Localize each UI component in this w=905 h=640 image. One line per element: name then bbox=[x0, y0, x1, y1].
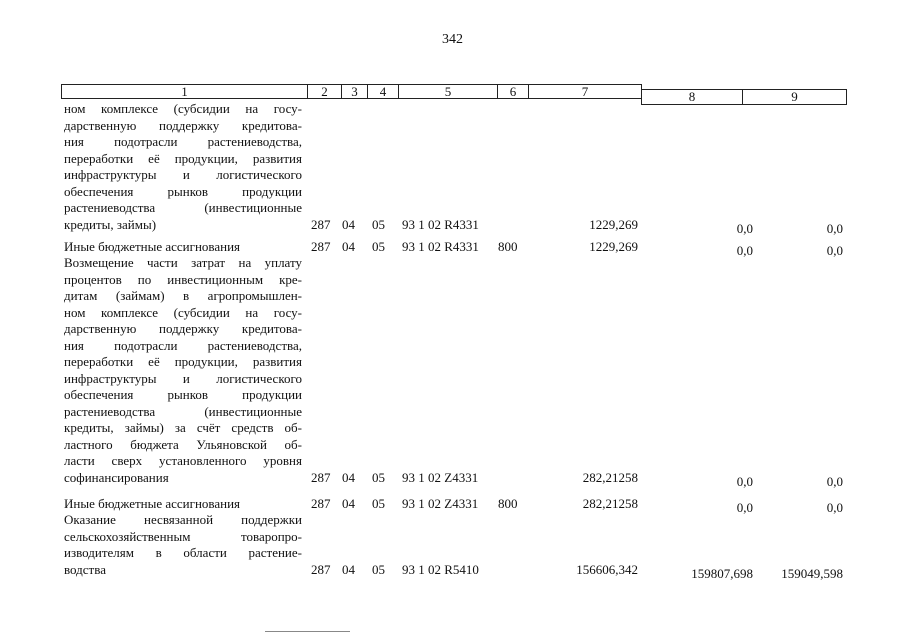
cell-c9: 0,0 bbox=[826, 243, 843, 258]
description-line: растениеводства (инвестиционные bbox=[64, 403, 302, 419]
cell-c4: 05 bbox=[372, 469, 385, 485]
description-line: кредиты, займы) за счёт средств об- bbox=[64, 420, 302, 435]
description-line: дитам (займам) в агропромышлен- bbox=[64, 288, 302, 303]
row-description bbox=[64, 101, 302, 233]
description-line: ном комплексе (субсидии на госу- bbox=[64, 304, 302, 320]
header-col-4: 4 bbox=[367, 84, 399, 99]
description-line: Возмещение части затрат на уплату bbox=[64, 255, 302, 270]
description-line: переработки её продукции, развития bbox=[64, 354, 302, 369]
description-line: ния подотрасли растениеводства, bbox=[64, 134, 302, 149]
cell-c6: 800 bbox=[498, 239, 518, 254]
row-description bbox=[64, 239, 302, 256]
description-line: дарственную поддержку кредитова- bbox=[64, 321, 302, 336]
header-col-3: 3 bbox=[341, 84, 368, 99]
description-line: дарственную поддержку кредитова- bbox=[64, 117, 302, 133]
cell-c3: 04 bbox=[342, 496, 355, 511]
cell-c3: 04 bbox=[342, 561, 355, 577]
header-col-2: 2 bbox=[307, 84, 342, 99]
cell-c9: 0,0 bbox=[826, 473, 843, 489]
cell-c8: 159807,698 bbox=[691, 565, 753, 581]
description-line: инфраструктуры и логистического bbox=[64, 370, 302, 386]
description-line: водства bbox=[64, 561, 106, 577]
row-description bbox=[64, 512, 302, 578]
header-col-8: 8 bbox=[641, 89, 743, 105]
header-col-6: 6 bbox=[497, 84, 529, 99]
cell-c7: 1229,269 bbox=[589, 239, 638, 254]
description-line: инфраструктуры и логистического bbox=[64, 167, 302, 182]
cell-c7: 156606,342 bbox=[576, 561, 638, 577]
cell-c5: 93 1 02 Z4331 bbox=[402, 496, 479, 511]
row-description bbox=[64, 496, 302, 513]
cell-c5: 93 1 02 R5410 bbox=[402, 561, 479, 577]
scan-artifact-line bbox=[265, 631, 350, 632]
description-line: ном комплексе (субсидии на госу- bbox=[64, 101, 302, 116]
page-number: 342 bbox=[442, 32, 463, 47]
cell-c5: 93 1 02 R4331 bbox=[402, 239, 479, 254]
header-col-7: 7 bbox=[528, 84, 642, 99]
cell-c4: 05 bbox=[372, 239, 385, 254]
cell-c8: 0,0 bbox=[736, 500, 753, 515]
cell-c9: 159049,598 bbox=[781, 565, 843, 581]
cell-c2: 287 bbox=[311, 239, 331, 254]
description-line: Иные бюджетные ассигнования bbox=[64, 496, 241, 511]
cell-c7: 282,21258 bbox=[582, 469, 638, 485]
header-col-9: 9 bbox=[742, 89, 847, 105]
description-line: Оказание несвязанной поддержки bbox=[64, 512, 302, 527]
description-line: софинансирования bbox=[64, 469, 169, 485]
description-line: ласти сверх установленного уровня bbox=[64, 453, 302, 468]
cell-c2: 287 bbox=[311, 496, 331, 511]
cell-c6: 800 bbox=[498, 496, 518, 511]
description-line: переработки её продукции, развития bbox=[64, 150, 302, 166]
cell-c7: 1229,269 bbox=[589, 216, 638, 232]
cell-c5: 93 1 02 Z4331 bbox=[402, 469, 479, 485]
description-line: Иные бюджетные ассигнования bbox=[64, 239, 241, 254]
cell-c4: 05 bbox=[372, 561, 385, 577]
cell-c5: 93 1 02 R4331 bbox=[402, 216, 479, 232]
cell-c3: 04 bbox=[342, 216, 355, 232]
cell-c9: 0,0 bbox=[826, 220, 843, 236]
description-line: сельскохозяйственным товаропро- bbox=[64, 528, 302, 544]
cell-c8: 0,0 bbox=[736, 220, 753, 236]
cell-c3: 04 bbox=[342, 469, 355, 485]
description-line: обеспечения рынков продукции bbox=[64, 387, 302, 402]
description-line: кредиты, займы) bbox=[64, 216, 157, 232]
cell-c7: 282,21258 bbox=[582, 496, 638, 511]
description-line: изводителям в области растение- bbox=[64, 545, 302, 560]
cell-c2: 287 bbox=[311, 561, 331, 577]
description-line: ния подотрасли растениеводства, bbox=[64, 337, 302, 353]
header-col-5: 5 bbox=[398, 84, 498, 99]
cell-c8: 0,0 bbox=[736, 243, 753, 258]
cell-c3: 04 bbox=[342, 239, 355, 254]
cell-c4: 05 bbox=[372, 216, 385, 232]
header-col-1: 1 bbox=[61, 84, 308, 99]
description-line: обеспечения рынков продукции bbox=[64, 183, 302, 199]
description-line: ластного бюджета Ульяновской об- bbox=[64, 436, 302, 452]
description-line: процентов по инвестиционным кре- bbox=[64, 271, 302, 287]
row-description bbox=[64, 255, 302, 486]
cell-c9: 0,0 bbox=[826, 500, 843, 515]
cell-c2: 287 bbox=[311, 469, 331, 485]
cell-c2: 287 bbox=[311, 216, 331, 232]
description-line: растениеводства (инвестиционные bbox=[64, 200, 302, 215]
cell-c8: 0,0 bbox=[736, 473, 753, 489]
cell-c4: 05 bbox=[372, 496, 385, 511]
